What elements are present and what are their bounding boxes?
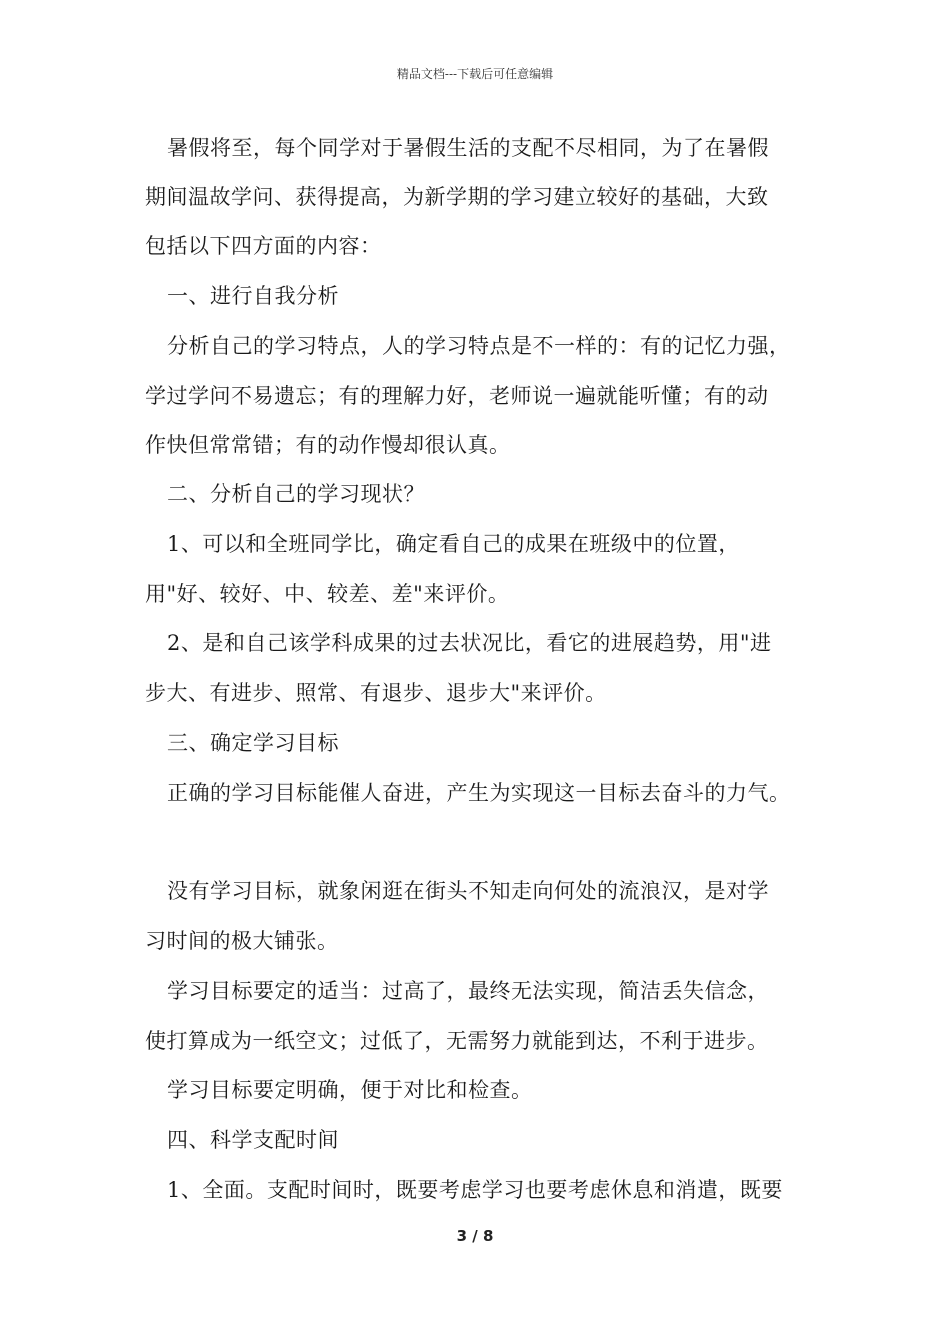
paragraph-line: 使打算成为一纸空文；过低了，无需努力就能到达，不利于进步。 bbox=[145, 1029, 769, 1053]
paragraph-line: 步大、有进步、照常、有退步、退步大"来评价。 bbox=[145, 681, 607, 705]
section-heading: 三、确定学习目标 bbox=[167, 731, 339, 755]
paragraph-line: 包括以下四方面的内容： bbox=[145, 234, 382, 258]
paragraph-line: 1、全面。支配时间时，既要考虑学习也要考虑休息和消遣，既要 bbox=[167, 1178, 783, 1202]
section-heading: 二、分析自己的学习现状？ bbox=[167, 482, 425, 506]
paragraph-line: 用"好、较好、中、较差、差"来评价。 bbox=[145, 582, 510, 606]
page-number: 3 / 8 bbox=[456, 1227, 494, 1245]
paragraph-line: 正确的学习目标能催人奋进，产生为实现这一目标去奋斗的力气。 bbox=[167, 781, 791, 805]
paragraph-line: 习时间的极大铺张。 bbox=[145, 929, 339, 953]
paragraph-line: 期间温故学问、获得提高，为新学期的学习建立较好的基础，大致 bbox=[145, 185, 769, 209]
paragraph-line: 学习目标要定的适当：过高了，最终无法实现，简洁丢失信念， bbox=[167, 979, 769, 1003]
section-heading: 四、科学支配时间 bbox=[167, 1128, 339, 1152]
page-header: 精品文档---下载后可任意编辑 bbox=[396, 67, 554, 81]
paragraph-line: 学习目标要定明确，便于对比和检查。 bbox=[167, 1078, 533, 1102]
paragraph-line: 作快但常常错；有的动作慢却很认真。 bbox=[145, 433, 511, 457]
section-heading: 一、进行自我分析 bbox=[167, 284, 339, 308]
paragraph-line: 没有学习目标，就象闲逛在街头不知走向何处的流浪汉，是对学 bbox=[167, 879, 769, 903]
paragraph-line: 暑假将至，每个同学对于暑假生活的支配不尽相同，为了在暑假 bbox=[167, 136, 769, 160]
paragraph-line: 学过学问不易遗忘；有的理解力好，老师说一遍就能听懂；有的动 bbox=[145, 384, 769, 408]
paragraph-line: 2、是和自己该学科成果的过去状况比，看它的进展趋势，用"进 bbox=[167, 631, 772, 655]
paragraph-line: 分析自己的学习特点，人的学习特点是不一样的：有的记忆力强， bbox=[167, 334, 791, 358]
paragraph-line: 1、可以和全班同学比，确定看自己的成果在班级中的位置， bbox=[167, 532, 740, 556]
